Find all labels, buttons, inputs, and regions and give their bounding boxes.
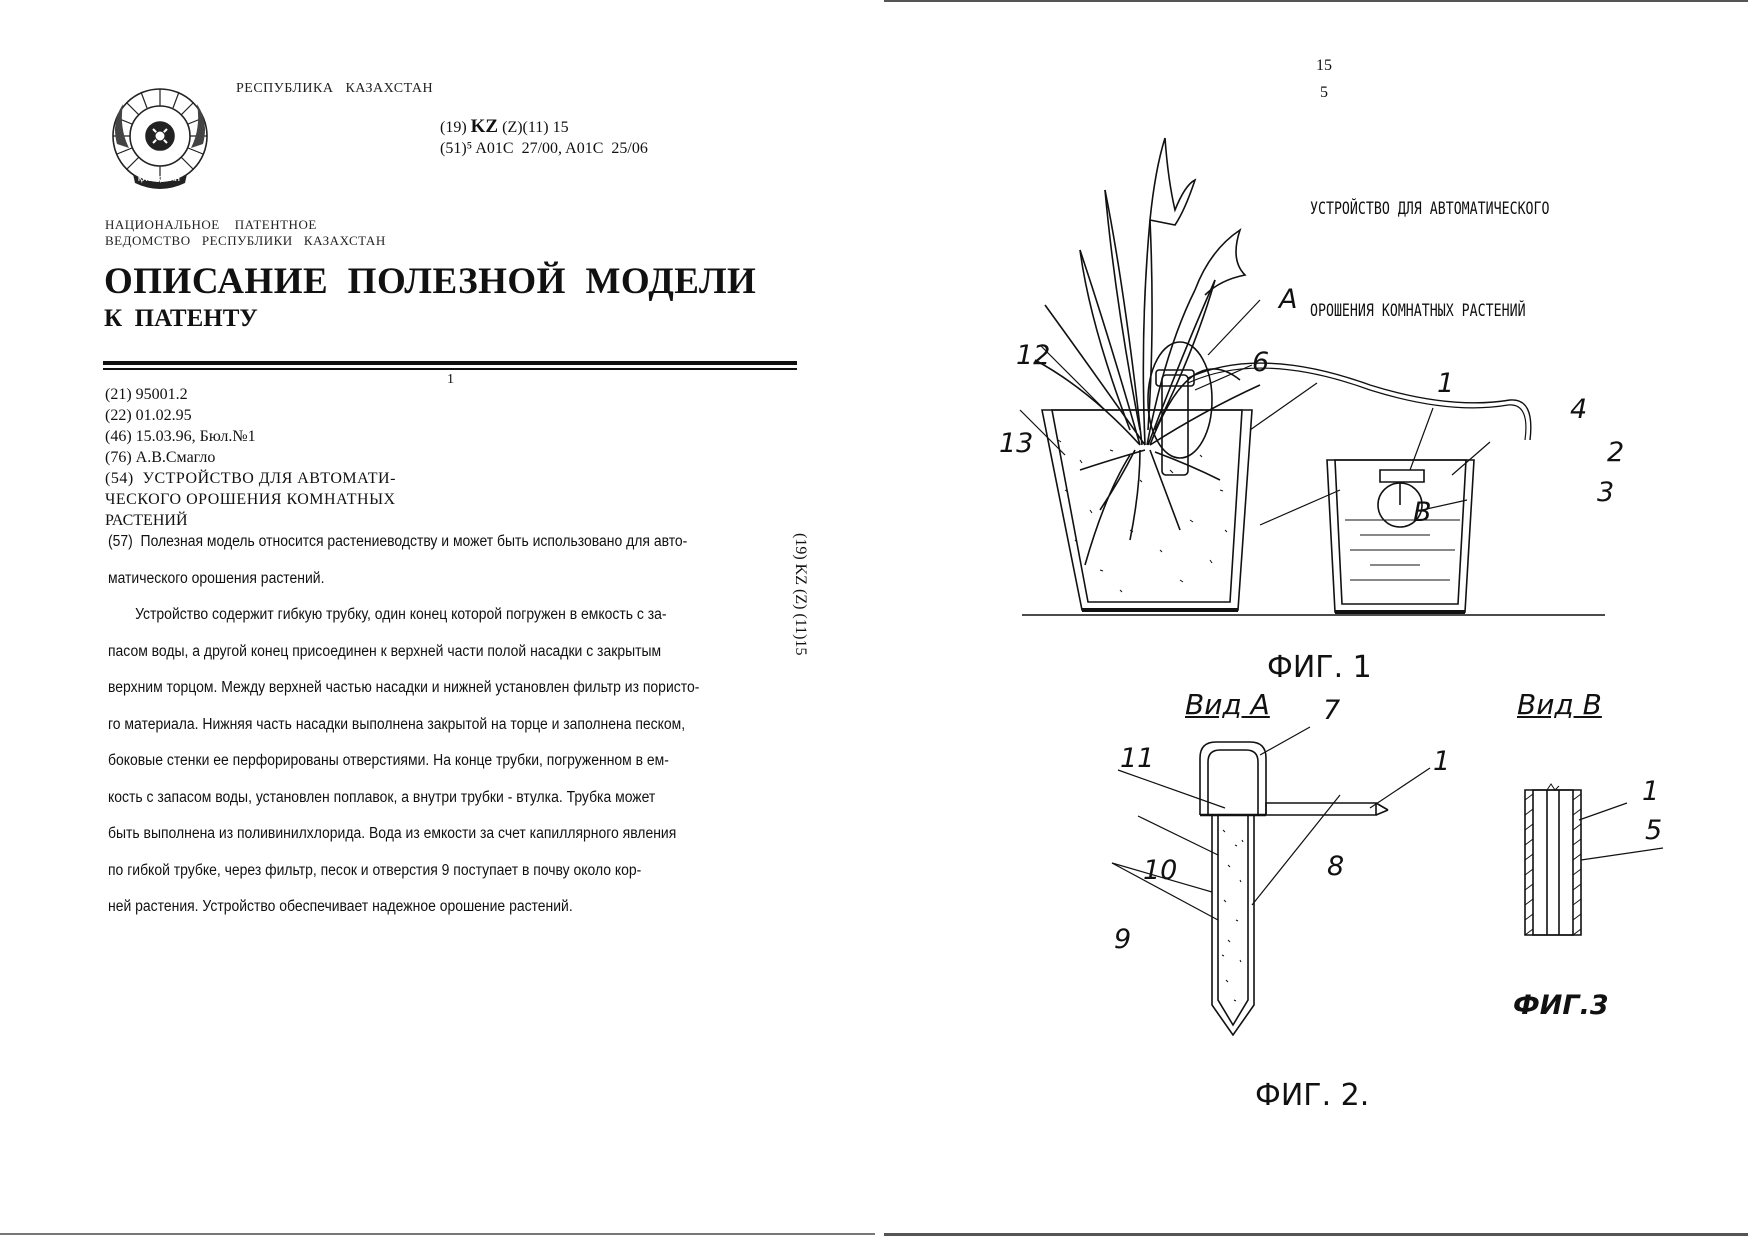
fig2-label-8: 8 — [1327, 851, 1345, 882]
fig3-label-1: 1 — [1642, 776, 1660, 807]
fig1-caption: ФИГ. 1 — [1267, 650, 1372, 685]
fig2-caption: ФИГ. 2. — [1255, 1078, 1370, 1113]
figure-1-drawing — [990, 110, 1710, 630]
fig2-label-1: 1 — [1433, 746, 1451, 777]
bib-line: (22) 01.02.95 — [105, 407, 192, 424]
fig1-label-3: 3 — [1597, 477, 1615, 508]
abstract-line: по гибкой трубке, через фильтр, песок и отверстия 9 поступает в почву около кор- — [108, 861, 642, 879]
bib-line: ЧЕСКОГО ОРОШЕНИЯ КОМНАТНЫХ — [105, 491, 396, 508]
fig1-tube — [1188, 363, 1531, 440]
page-divider-top — [884, 0, 1748, 2]
abstract-line: го материала. Нижняя часть насадки выполнена закрытой на торце и заполнена песком, — [108, 715, 686, 733]
fig3-view-title: Вид B — [1517, 688, 1602, 721]
page-number-sub: 5 — [1320, 84, 1328, 101]
abstract-line: пасом воды, а другой конец присоединен к верхней части полой насадки с закрытым — [108, 642, 662, 660]
abstract-line: боковые стенки ее перфорированы отверстиями. На конце трубки, погруженном в ем- — [108, 752, 669, 769]
drawing-title-line2: ОРОШЕНИЯ КОМНАТНЫХ РАСТЕНИЙ — [1310, 301, 1526, 321]
document-title: ОПИСАНИЕ ПОЛЕЗНОЙ МОДЕЛИ — [104, 261, 757, 302]
abstract-line: кость с запасом воды, установлен поплавок, а внутри трубки - втулка. Трубка может — [108, 788, 656, 806]
page-divider-bottom-right — [884, 1233, 1748, 1236]
fig1-label-12: 12 — [1016, 340, 1051, 371]
bibliographic-data — [105, 384, 396, 531]
bib-line: (46) 15.03.96, Бюл.№1 — [105, 428, 256, 445]
abstract — [108, 524, 882, 926]
page-number-top: 15 — [1316, 57, 1332, 74]
page-divider-bottom-left — [0, 1233, 875, 1235]
bib-line: (76) А.В.Смагло — [105, 449, 216, 466]
fig1-label-4: 4 — [1570, 394, 1588, 425]
title-rule-thick — [103, 361, 797, 365]
patent-office-line2: ВЕДОМСТВО РЕСПУБЛИКИ КАЗАХСТАН — [105, 233, 386, 248]
ipc-classification: (51)⁵ A01C 27/00, A01C 25/06 — [440, 140, 648, 157]
abstract-line: матического орошения растений. — [108, 569, 325, 587]
document-number — [440, 116, 569, 138]
republic-header: РЕСПУБЛИКА КАЗАХСТАН — [236, 81, 434, 96]
fig1-label-B: B — [1413, 497, 1432, 528]
abstract-line: ней растения. Устройство обеспечивает надежное орошение растений. — [108, 898, 573, 915]
drawing-title-line1: УСТРОЙСТВО ДЛЯ АВТОМАТИЧЕСКОГО — [1310, 199, 1550, 219]
abstract-line: верхним торцом. Между верхней частью насадки и нижней установлен фильтр из пористо- — [108, 679, 700, 696]
kazakhstan-emblem — [105, 82, 215, 194]
fig1-label-6: 6 — [1252, 347, 1270, 378]
fig3-label-5: 5 — [1645, 815, 1663, 846]
document-subtitle: К ПАТЕНТУ — [104, 305, 258, 332]
abstract-line: (57) Полезная модель относится растениеводству и может быть использовано для авто- — [108, 533, 688, 550]
fig1-label-2: 2 — [1607, 437, 1625, 468]
fig2-label-7: 7 — [1323, 695, 1341, 726]
bib-line: (54) УСТРОЙСТВО ДЛЯ АВТОМАТИ- — [105, 470, 396, 487]
fig1-label-1: 1 — [1437, 368, 1455, 399]
bib-line: (21) 95001.2 — [105, 386, 188, 403]
fig2-view-title: Вид A — [1185, 688, 1270, 721]
fig3-caption: ФИГ.3 — [1513, 990, 1609, 1021]
fig2-label-9: 9 — [1114, 924, 1132, 955]
emblem-ribbon-text: ҚАЗАҚСТАН — [138, 176, 180, 183]
bib-line: РАСТЕНИЙ — [105, 512, 188, 529]
title-rule-thin — [103, 368, 797, 370]
doc-country-code: KZ — [470, 116, 499, 137]
patent-office-line1: НАЦИОНАЛЬНОЕ ПАТЕНТНОЕ — [105, 217, 317, 232]
fig2-label-11: 11 — [1120, 743, 1155, 774]
doc-number-prefix: (19) — [440, 119, 467, 136]
fig1-label-A: A — [1279, 284, 1298, 315]
fig2-label-10: 10 — [1143, 855, 1178, 886]
vertical-side-label: (19) KZ (Z) (11)15 — [792, 533, 809, 656]
abstract-line: быть выполнена из поливинилхлорида. Вода из емкости за счет капиллярного явления — [108, 825, 677, 842]
abstract-line: Устройство содержит гибкую трубку, один конец которой погружен в емкость с за- — [108, 606, 667, 623]
fig2-tube — [1266, 803, 1376, 815]
fig1-label-13: 13 — [999, 428, 1034, 459]
doc-number-suffix: (Z)(11) 15 — [502, 119, 569, 136]
fig1-pot — [1042, 410, 1252, 610]
column-number: 1 — [447, 372, 454, 387]
